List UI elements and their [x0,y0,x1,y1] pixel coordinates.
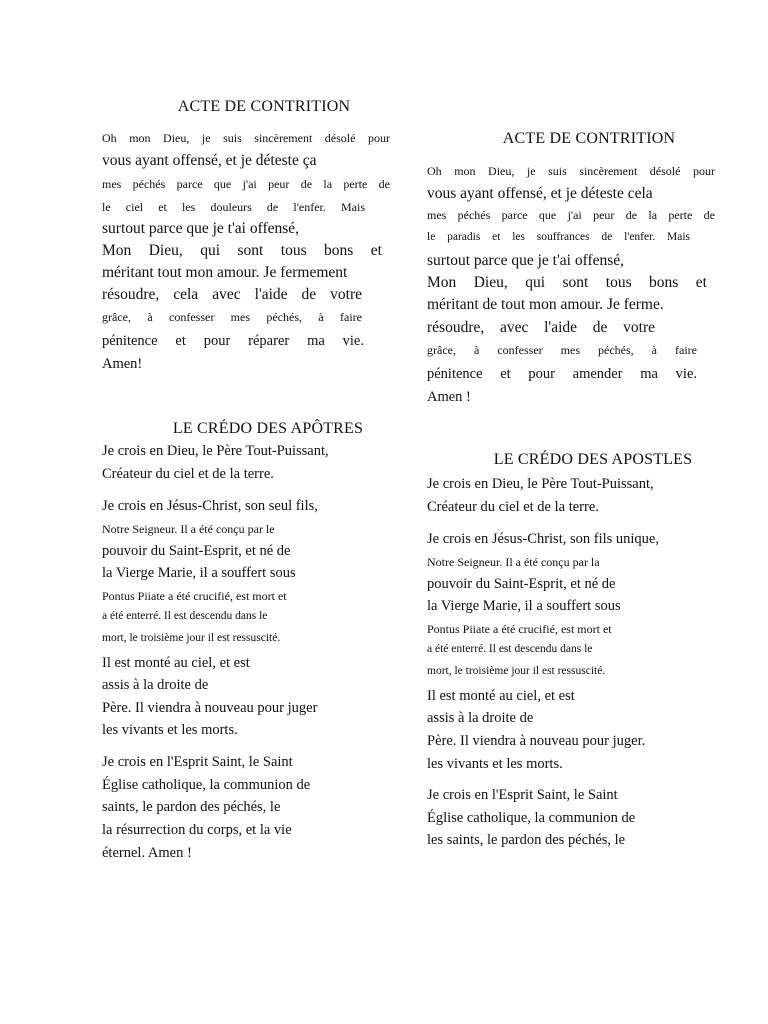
right-contrition-line: vous ayant offensé, et je déteste cela [427,185,653,202]
left-credo-line: Créateur du ciel et de la terre. [102,466,274,482]
right-contrition-line: Amen ! [427,389,471,405]
left-contrition-title: ACTE DE CONTRITION [177,98,351,115]
left-contrition-line: surtout parce que je t'ai offensé, [102,220,300,237]
right-credo-line: la Vierge Marie, il a souffert sous [427,598,621,614]
left-credo-line: Église catholique, la communion de [102,777,311,793]
right-credo-line: les saints, le pardon des péchés, le [427,832,626,848]
left-contrition-line: le ciel et les douleurs de l'enfer. Mais [102,200,365,214]
right-credo-line: Pontus Piiate a été crucifié, est mort et [427,622,612,636]
left-credo-title: LE CRÉDO DES APÔTRES [172,420,364,437]
right-credo-line: Notre Seigneur. Il a été conçu par la [427,555,600,569]
right-contrition-line: pénitence et pour amender ma vie. [427,366,697,382]
left-contrition-line: Mon Dieu, qui sont tous bons et [102,242,382,259]
left-credo-line: Je crois en Jésus-Christ, son seul fils, [102,498,318,514]
left-credo-line: Je crois en l'Esprit Saint, le Saint [102,754,293,770]
right-contrition-line: résoudre, avec l'aide de votre [427,319,655,336]
left-contrition-line: Oh mon Dieu, je suis sincèrement désolé pour [102,131,390,145]
right-credo-line: Créateur du ciel et de la terre. [427,499,599,515]
right-credo-line: assis à la droite de [427,710,534,726]
right-credo-line: Je crois en l'Esprit Saint, le Saint [427,787,618,803]
right-contrition-title: ACTE DE CONTRITION [502,130,676,147]
left-credo-line: les vivants et les morts. [102,722,238,738]
left-credo-line: Notre Seigneur. Il a été conçu par le [102,522,275,536]
left-credo-line: saints, le pardon des péchés, le [102,799,281,815]
right-contrition-line: méritant de tout mon amour. Je ferme. [427,296,664,313]
left-contrition-line: vous ayant offensé, et je déteste ça [102,152,317,169]
right-credo-line: Je crois en Dieu, le Père Tout-Puissant, [427,476,654,492]
right-contrition-line: Mon Dieu, qui sont tous bons et [427,274,707,291]
right-credo-line: Église catholique, la communion de [427,810,636,826]
left-credo-line: la Vierge Marie, il a souffert sous [102,565,296,581]
left-credo-line: Je crois en Dieu, le Père Tout-Puissant, [102,443,329,459]
left-credo-line: éternel. Amen ! [102,845,192,861]
left-contrition-line: grâce, à confesser mes péchés, à faire [102,310,362,324]
left-contrition-line: méritant tout mon amour. Je fermement [102,264,348,281]
right-contrition-line: le paradis et les souffrances de l'enfer. Mais [427,231,690,243]
right-contrition-line: Oh mon Dieu, je suis sincèrement désolé pour [427,164,715,178]
right-contrition-line: mes péchés parce que j'ai peur de la perte de [427,208,715,222]
right-credo-line: Il est monté au ciel, et est [427,688,575,704]
left-credo-line: la résurrection du corps, et la vie [102,822,292,838]
right-credo-line: pouvoir du Saint-Esprit, et né de [427,576,616,592]
right-contrition-line: surtout parce que je t'ai offensé, [427,252,625,269]
left-credo-line: Père. Il viendra à nouveau pour juger [102,700,318,716]
right-credo-title: LE CRÉDO DES APOSTLES [493,451,693,468]
left-credo-line: assis à la droite de [102,677,209,693]
left-contrition-line: Amen! [102,356,143,372]
left-contrition-line: pénitence et pour réparer ma vie. [102,333,364,349]
right-credo-line: a été enterré. Il est descendu dans le [427,643,593,655]
left-credo-line: Il est monté au ciel, et est [102,655,250,671]
left-credo-line: pouvoir du Saint-Esprit, et né de [102,543,291,559]
right-credo-line: mort, le troisième jour il est ressuscité. [427,665,606,677]
left-contrition-line: mes péchés parce que j'ai peur de la perte de [102,177,390,191]
left-credo-line: mort, le troisième jour il est ressuscité. [102,632,281,644]
left-credo-line: Pontus Piiate a été crucifié, est mort et [102,589,287,603]
right-credo-line: Je crois en Jésus-Christ, son fils unique, [427,531,659,547]
right-credo-line: les vivants et les morts. [427,756,563,772]
left-contrition-line: résoudre, cela avec l'aide de votre [102,286,362,303]
left-credo-line: a été enterré. Il est descendu dans le [102,610,268,622]
right-contrition-line: grâce, à confesser mes péchés, à faire [427,343,697,357]
right-credo-line: Père. Il viendra à nouveau pour juger. [427,733,646,749]
